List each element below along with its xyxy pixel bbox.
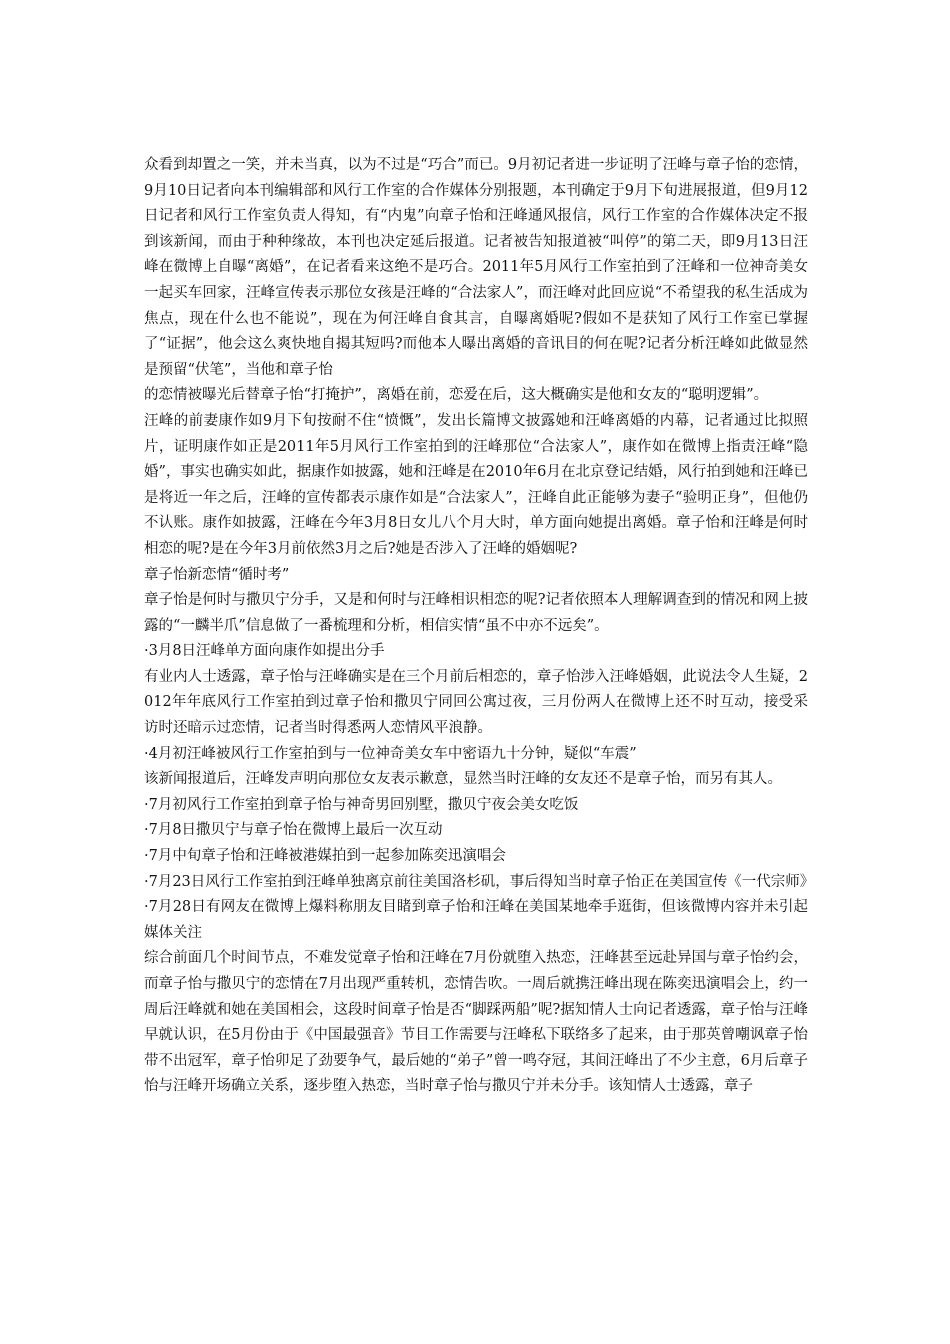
timeline-item: ·7月8日撒贝宁与章子怡在微博上最后一次互动: [144, 822, 443, 839]
timeline-item: ·7月初风行工作室拍到章子怡与神奇男回别墅，撒贝宁夜会美女吃饭: [144, 796, 579, 813]
paragraph: 汪峰的前妻康作如9月下旬按耐不住“愤慨”，发出长篇博文披露她和汪峰离婚的内幕，记者通过比拟照片，证明康作如正是2011年5月风行工作室拍到的汪峰那位“合法家人”，康作如在微博上指责汪峰“隐婚”，事实也确实如此，据康作如披露，她和汪峰是在2010年6月在北京登记结婚，风行拍到她和汪峰已是将近一年之后，汪峰的宣传都表示康作如是“合法家人”，汪峰自此正能够为妻子“验明正身”，但他仍不认账。康作如披露，汪峰在今年3月8日女儿八个月大时，单方面向她提出离婚。章子怡和汪峰是何时相恋的呢?是在今年3月前依然3月之后?她是否涉入了汪峰的婚姻呢?: [144, 412, 808, 557]
paragraph: 该新闻报道后，汪峰发声明向那位女友表示歉意，显然当时汪峰的女友还不是章子怡，而另有其人。: [144, 771, 782, 788]
paragraph: 章子怡是何时与撒贝宁分手，又是和何时与汪峰相识相恋的呢?记者依照本人理解调查到的情况和网上披露的“一麟半爪”信息做了一番梳理和分析，相信实情“虽不中亦不远矣”。: [144, 592, 808, 634]
timeline-item: ·7月23日风行工作室拍到汪峰单独离京前往美国洛杉矶，事后得知当时章子怡正在美国宣传《一代宗师》: [144, 873, 815, 890]
paragraph: 的恋情被曝光后替章子怡“打掩护”，离婚在前，恋爱在后，这大概确实是他和女友的“聪明逻辑”。: [144, 387, 769, 404]
timeline-item: ·3月8日汪峰单方面向康作如提出分手: [144, 643, 385, 660]
paragraph: 众看到却置之一笑，并未当真，以为不过是“巧合”而已。9月初记者进一步证明了汪峰与章子怡的恋情，9月10日记者向本刊编辑部和风行工作室的合作媒体分别报题，本刊确定于9月下旬进展报道，但9月12日记者和风行工作室负责人得知，有“内鬼”向章子怡和汪峰通风报信，风行工作室的合作媒体决定不报到该新闻，而由于种种缘故，本刊也决定延后报道。记者被告知报道被“叫停”的第二天，即9月13日汪峰在微博上自曝“离婚”，在记者看来这绝不是巧合。2011年5月风行工作室拍到了汪峰和一位神奇美女一起买车回家，汪峰宣传表示那位女孩是汪峰的“合法家人”，而汪峰对此回应说“不希望我的私生活成为焦点，现在什么也不能说”，现在为何汪峰自食其言，自曝离婚呢?假如不是获知了风行工作室已掌握了“证据”，他会这么爽快地自揭其短吗?而他本人曝出离婚的音讯目的何在呢?记者分析汪峰如此做显然是预留“伏笔”，当他和章子怡: [144, 157, 808, 378]
timeline-item: ·4月初汪峰被风行工作室拍到与一位神奇美女车中密语九十分钟，疑似“车震”: [144, 745, 637, 762]
section-heading: 章子怡新恋情“循时考”: [144, 566, 290, 583]
paragraph: 有业内人士透露，章子怡与汪峰确实是在三个月前后相恋的，章子怡涉入汪峰婚姻，此说法令人生疑，2012年年底风行工作室拍到过章子怡和撒贝宁同回公寓过夜，三月份两人在微博上还不时互动，接受采访时还暗示过恋情，记者当时得悉两人恋情风平浪静。: [144, 668, 808, 737]
document-page: [144, 153, 815, 1100]
paragraph: 综合前面几个时间节点，不难发觉章子怡和汪峰在7月份就堕入热恋，汪峰甚至远赴异国与章子怡约会，而章子怡与撒贝宁的恋情在7月出现严重转机，恋情告吹。一周后就携汪峰出现在陈奕迅演唱会上，约一周后汪峰就和她在美国相会，这段时间章子怡是否“脚踩两船”呢?据知情人士向记者透露，章子怡与汪峰早就认识，在5月份由于《中国最强音》节目工作需要与汪峰私下联络多了起来，由于那英曾嘲讽章子怡带不出冠军，章子怡卯足了劲要争气，最后她的“弟子”曾一鸣夺冠，其间汪峰出了不少主意，6月后章子怡与汪峰开场确立关系，逐步堕入热恋，当时章子怡与撒贝宁并未分手。该知情人士透露，章子: [144, 950, 808, 1095]
timeline-item: ·7月中旬章子怡和汪峰被港媒拍到一起参加陈奕迅演唱会: [144, 848, 506, 865]
timeline-item: ·7月28日有网友在微博上爆料称朋友目睹到章子怡和汪峰在美国某地牵手逛街，但该微博内容并未引起媒体关注: [144, 899, 808, 941]
